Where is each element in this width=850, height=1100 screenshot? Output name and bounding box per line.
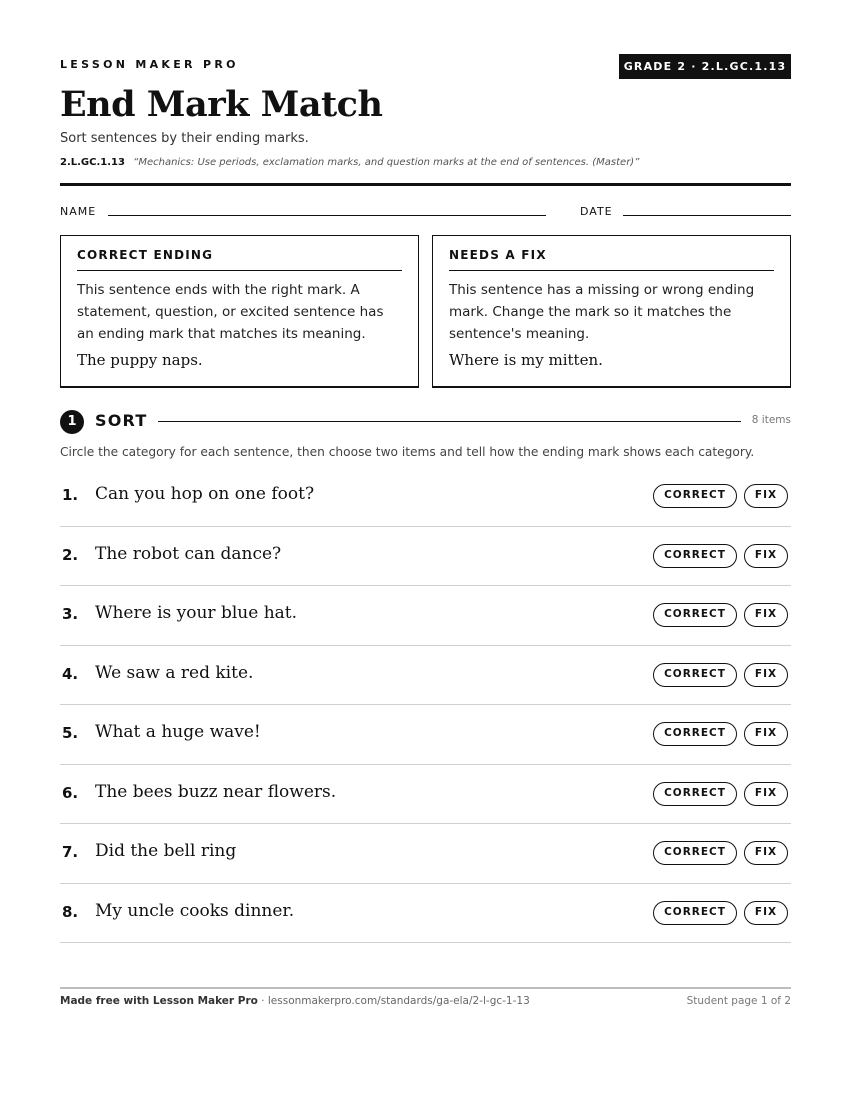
list-item <box>60 467 791 527</box>
footer-divider <box>60 987 791 989</box>
correct-choice-button[interactable]: CORRECT <box>653 901 737 925</box>
name-field[interactable] <box>108 215 546 216</box>
correct-choice-button[interactable]: CORRECT <box>653 841 737 865</box>
category-heading: NEEDS A FIX <box>449 248 774 271</box>
header-divider <box>60 183 791 186</box>
category-description: This sentence ends with the right mark. A statement, question, or excited sentence has an ending mark that matches its meaning. <box>77 282 384 342</box>
sort-item-list <box>60 467 791 943</box>
correct-choice-button[interactable]: CORRECT <box>653 722 737 746</box>
category-card-correct <box>60 235 419 388</box>
footer-made-with: Made free with Lesson Maker Pro <box>60 995 258 1007</box>
category-heading: CORRECT ENDING <box>77 248 402 271</box>
section-instructions: Circle the category for each sentence, then choose two items and tell how the ending mark shows each category. <box>60 445 755 459</box>
standard-description: “Mechanics: Use periods, exclamation marks, and question marks at the end of sentences. (Master)” <box>133 157 640 168</box>
fix-choice-button[interactable]: FIX <box>744 841 788 865</box>
item-number: 3. <box>62 605 79 623</box>
fix-choice-button[interactable]: FIX <box>744 901 788 925</box>
category-description: This sentence has a missing or wrong ending mark. Change the mark so it matches the sentence's meaning. <box>449 282 755 342</box>
list-item <box>60 586 791 646</box>
category-example: The puppy naps. <box>77 351 203 369</box>
correct-choice-button[interactable]: CORRECT <box>653 544 737 568</box>
category-card-fix <box>432 235 791 388</box>
brand-name: LESSON MAKER PRO <box>60 58 239 71</box>
category-example: Where is my mitten. <box>449 351 603 369</box>
list-item <box>60 646 791 706</box>
grade-badge: GRADE 2 · 2.L.GC.1.13 <box>619 54 791 79</box>
section-item-count: 8 items <box>751 414 791 426</box>
item-number: 7. <box>62 843 79 861</box>
standard-line <box>60 157 639 168</box>
section-title: SORT <box>95 411 148 430</box>
worksheet-page <box>60 0 791 1100</box>
fix-choice-button[interactable]: FIX <box>744 722 788 746</box>
item-sentence: Can you hop on one foot? <box>95 484 315 504</box>
item-number: 2. <box>62 545 79 564</box>
name-label: NAME <box>60 205 97 218</box>
item-sentence: The robot can dance? <box>95 543 282 564</box>
item-sentence: My uncle cooks dinner. <box>95 900 295 921</box>
fix-choice-button[interactable]: FIX <box>744 663 788 687</box>
list-item <box>60 705 791 765</box>
item-sentence: Did the bell ring <box>95 841 237 861</box>
list-item <box>60 765 791 825</box>
footer-page-number: Student page 1 of 2 <box>686 995 791 1007</box>
section-divider <box>158 421 741 422</box>
item-sentence: The bees buzz near flowers. <box>95 781 337 802</box>
correct-choice-button[interactable]: CORRECT <box>653 782 737 806</box>
date-field[interactable] <box>623 215 791 216</box>
item-number: 6. <box>62 783 79 802</box>
fix-choice-button[interactable]: FIX <box>744 544 788 568</box>
item-sentence: Where is your blue hat. <box>95 603 298 623</box>
fix-choice-button[interactable]: FIX <box>744 603 788 627</box>
item-sentence: What a huge wave! <box>95 722 261 742</box>
correct-choice-button[interactable]: CORRECT <box>653 484 737 508</box>
item-number: 1. <box>62 486 79 504</box>
list-item <box>60 527 791 587</box>
correct-choice-button[interactable]: CORRECT <box>653 663 737 687</box>
item-number: 5. <box>62 724 79 742</box>
date-label: DATE <box>580 205 613 218</box>
item-number: 4. <box>62 664 79 683</box>
list-item <box>60 884 791 944</box>
correct-choice-button[interactable]: CORRECT <box>653 603 737 627</box>
page-title: End Mark Match <box>60 84 383 125</box>
section-number-badge: 1 <box>60 410 84 434</box>
fix-choice-button[interactable]: FIX <box>744 484 788 508</box>
fix-choice-button[interactable]: FIX <box>744 782 788 806</box>
item-sentence: We saw a red kite. <box>95 662 254 683</box>
footer-url[interactable]: · lessonmakerpro.com/standards/ga-ela/2-l-gc-1-13 <box>257 995 530 1007</box>
standard-code: 2.L.GC.1.13 <box>60 157 125 168</box>
footer-credit <box>60 995 530 1007</box>
page-subtitle: Sort sentences by their ending marks. <box>60 131 309 146</box>
list-item <box>60 824 791 884</box>
item-number: 8. <box>62 902 79 921</box>
